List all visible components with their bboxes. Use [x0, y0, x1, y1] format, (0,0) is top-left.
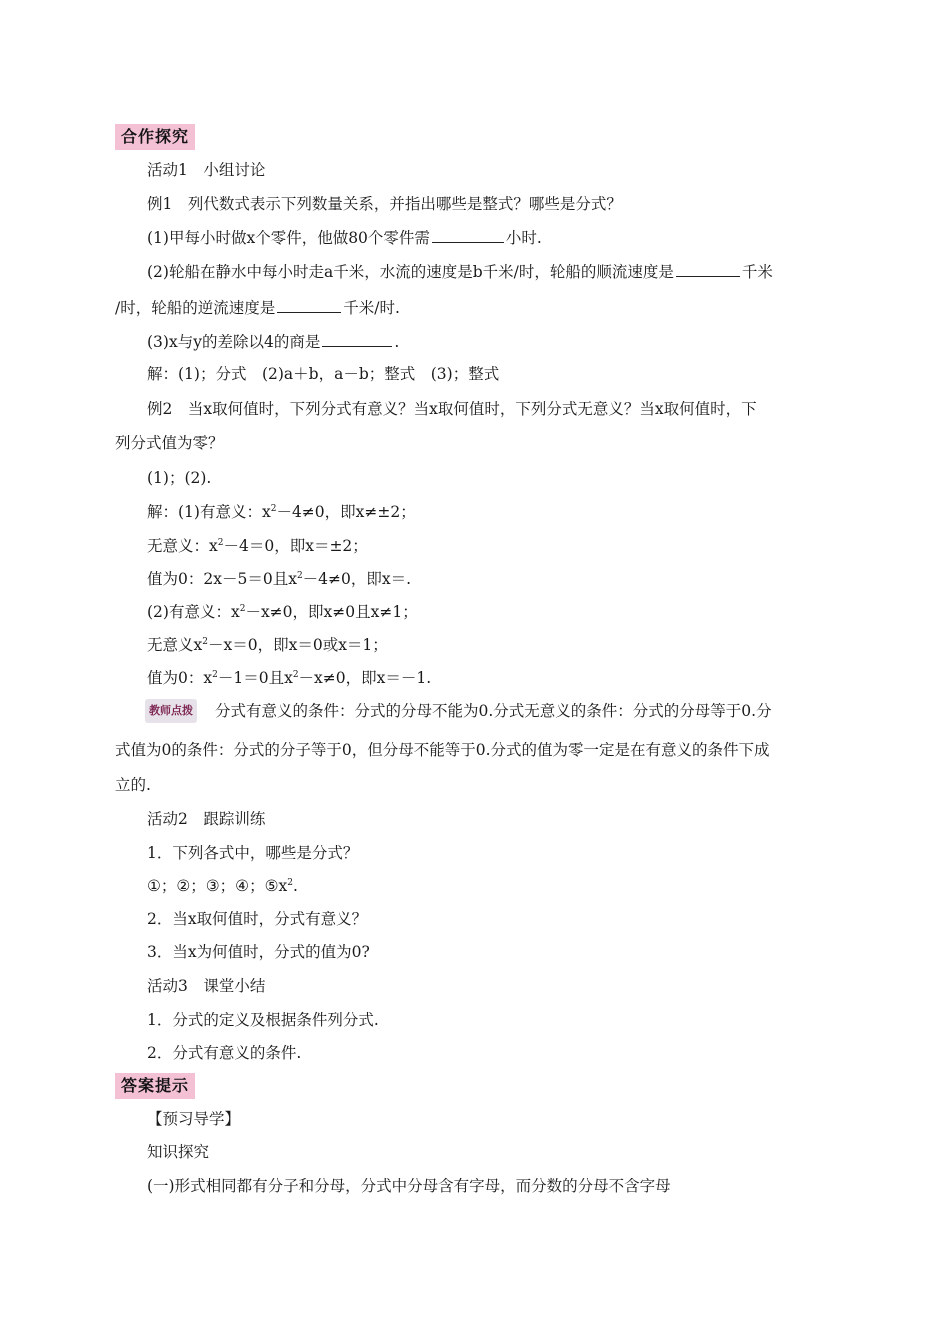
solution-line-6: [147, 667, 431, 689]
text: －x＝0，即x＝0或x＝1；: [207, 636, 388, 654]
section-header-answers: 答案提示: [115, 1073, 195, 1099]
solution-line-3: [147, 568, 411, 590]
teacher-tip-line2: 式值为0的条件：分式的分子等于0，但分母不能等于0.分式的值为零一定是在有意义的条件下成: [115, 741, 770, 759]
answer-blank: [322, 330, 392, 347]
activity-1-title: 活动1 小组讨论: [147, 161, 266, 179]
solution-line-5: [147, 634, 388, 656]
exponent: 2: [287, 878, 293, 888]
training-q2: 2．当x取何值时，分式有意义？: [147, 910, 368, 928]
text: 值为0：2x－5＝0且x: [147, 570, 297, 588]
q3-end: .: [394, 333, 400, 351]
section-header-coop: 合作探究: [115, 124, 195, 150]
teacher-tip-line1: [145, 699, 772, 723]
q2-unit-2: 千米/时.: [343, 299, 400, 317]
q2-unit: 千米: [741, 263, 773, 281]
solution-line-2: [147, 535, 368, 557]
training-q1-items: [147, 875, 298, 897]
exponent: 2: [217, 538, 224, 548]
tip-text: 分式有意义的条件：分式的分母不能为0.分式无意义的条件：分式的分母等于0.分: [215, 702, 772, 720]
text: 解：(1)有意义：x: [147, 503, 271, 521]
text: －4≠0，即x≠±2；: [276, 503, 416, 521]
text: 无意义：x: [147, 537, 218, 555]
preview-heading: 【预习导学】: [147, 1110, 241, 1128]
knowledge-heading: 知识探究: [147, 1143, 210, 1161]
text: 无意义x: [147, 636, 203, 654]
text: ①；②；③；④；⑤x: [147, 877, 288, 895]
example-2-prompt-line2: 列分式值为零？: [115, 434, 224, 452]
q2-text: (2)轮船在静水中每小时走a千米，水流的速度是b千米/时，轮船的顺流速度是: [147, 263, 674, 281]
answer-blank: [676, 260, 740, 277]
example-1-q1: [147, 226, 542, 249]
answer-blank: [277, 296, 341, 313]
exponent: 2: [212, 670, 218, 680]
example-1-q3: [147, 330, 399, 353]
q3-text: (3)x与y的差除以4的商是: [147, 333, 321, 351]
q2-text-cont: /时，轮船的逆流速度是: [115, 299, 276, 317]
text: (2)有意义：x: [147, 603, 240, 621]
training-q3: 3．当x为何值时，分式的值为0?: [147, 943, 370, 961]
example-1-q2-line2: [115, 296, 400, 319]
q1-text: (1)甲每小时做x个零件，他做80个零件需: [147, 229, 430, 247]
example-1-q2-line1: [147, 260, 773, 283]
solution-line-1: [147, 501, 416, 523]
exponent: 2: [292, 670, 299, 680]
text: .: [292, 877, 298, 895]
example-1-prompt: 例1 列代数式表示下列数量关系，并指出哪些是整式？哪些是分式？: [147, 195, 622, 213]
knowledge-answer-1: (一)形式相同都有分子和分母，分式中分母含有字母，而分数的分母不含字母: [147, 1177, 671, 1195]
activity-2-title: 活动2 跟踪训练: [147, 810, 266, 828]
text: －x≠0，即x＝－1.: [298, 669, 432, 687]
text: 值为0：x: [147, 669, 213, 687]
summary-2: 2．分式有意义的条件.: [147, 1044, 302, 1062]
text: －4≠0，即x＝.: [302, 570, 412, 588]
text: －x≠0，即x≠0且x≠1；: [245, 603, 418, 621]
summary-1: 1．分式的定义及根据条件列分式.: [147, 1011, 379, 1029]
exponent: 2: [239, 604, 246, 614]
text: －4＝0，即x＝±2；: [223, 537, 368, 555]
q1-unit: 小时.: [505, 229, 542, 247]
training-q1: 1．下列各式中，哪些是分式？: [147, 844, 359, 862]
solution-line-4: [147, 601, 418, 623]
activity-3-title: 活动3 课堂小结: [147, 977, 266, 995]
example-2-prompt-line1: 例2 当x取何值时，下列分式有意义？当x取何值时，下列分式无意义？当x取何值时，下: [147, 400, 757, 418]
exponent: 2: [296, 571, 303, 581]
text: －1＝0且x: [217, 669, 293, 687]
example-1-solution: 解：(1)；分式 (2)a＋b，a－b；整式 (3)；整式: [147, 365, 500, 383]
example-2-items: (1)；(2).: [147, 469, 212, 487]
teacher-tip-label: 教师点拨: [145, 699, 197, 723]
teacher-tip-line3: 立的.: [115, 776, 151, 794]
exponent: 2: [202, 637, 208, 647]
answer-blank: [432, 226, 504, 243]
exponent: 2: [270, 504, 277, 514]
